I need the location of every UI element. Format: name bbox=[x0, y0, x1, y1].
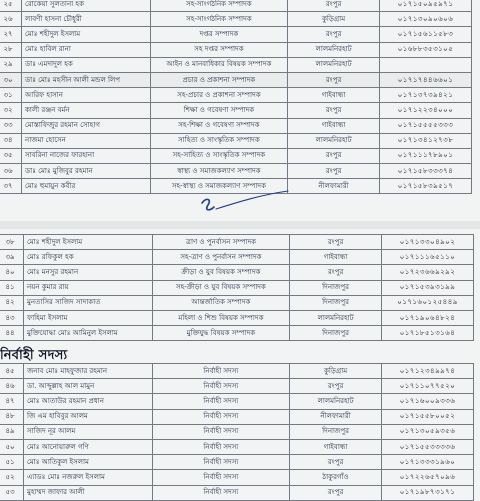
district-cell: রংপুর bbox=[288, 103, 380, 118]
district-cell: দিনাজপুর bbox=[290, 424, 382, 439]
position-cell: সাহিত্য ও সাংস্কৃতিক সম্পাদক bbox=[150, 133, 287, 148]
position-cell: মুক্তিযুদ্ধ বিষয়ক সম্পাদক bbox=[152, 326, 289, 341]
district-cell: রংপুর bbox=[288, 164, 380, 179]
position-cell: আইন ও মানবাধিকার বিষয়ক সম্পাদক bbox=[150, 57, 287, 72]
member-name-cell: মোঃ আতিকুল ইসলাম bbox=[24, 455, 153, 470]
serial-number-cell: ২৯ bbox=[0, 57, 22, 72]
table-row bbox=[0, 409, 474, 424]
district-cell: কুড়িগ্রাম bbox=[288, 12, 380, 27]
position-cell: প্রচার ও প্রকাশনা সম্পাদক bbox=[150, 72, 287, 87]
member-name-cell: মোঃ মনসুর রহমান bbox=[24, 265, 153, 280]
district-cell: লালমনিরহাট bbox=[288, 133, 380, 148]
table-row bbox=[0, 455, 474, 470]
table-row bbox=[0, 379, 474, 394]
position-cell: নির্বাহী সদস্য bbox=[152, 394, 289, 409]
position-cell: সহ-ত্রাণ ও পুনর্বাসন সম্পাদক bbox=[152, 250, 289, 265]
phone-number-cell: ০১৭১৭৪৪৬৬০১ bbox=[380, 72, 472, 87]
table-row bbox=[0, 439, 474, 454]
member-name-cell: ডা. আব্দুল্লাহ আল মামুন bbox=[24, 379, 153, 394]
district-cell: লালমনিরহাট bbox=[290, 310, 382, 325]
phone-number-cell: ০১৭১৫৫৫৫৩৩৩ bbox=[380, 118, 472, 133]
member-name-cell: ডাঃ এমদাদুল হক bbox=[22, 57, 151, 72]
phone-number-cell: ০১৬৮৮৩৫৩১০৫ bbox=[380, 42, 472, 57]
member-name-cell: মোঃ আনোয়ারুল গণি bbox=[24, 439, 153, 454]
position-cell: সহ-ক্রীড়া ও যুব বিষয়ক সম্পাদক bbox=[152, 280, 289, 295]
serial-number-cell: ৫০ bbox=[0, 439, 24, 454]
district-cell: রংপুর bbox=[290, 485, 382, 500]
serial-number-cell: ২৫ bbox=[0, 0, 22, 12]
table-row bbox=[0, 394, 474, 409]
phone-number-cell: ০১৭১১০৭৭৫২০ bbox=[382, 379, 474, 394]
district-cell: গাইবান্ধা bbox=[290, 250, 382, 265]
member-name-cell: মোস্তাফিজুর রহমান সোহাগ bbox=[22, 118, 151, 133]
phone-number-cell: ০১৭১৫৫৮০০৫২ bbox=[382, 409, 474, 424]
table-row bbox=[0, 88, 472, 103]
serial-number-cell: ৪২ bbox=[0, 295, 24, 310]
member-name-cell: সাবরিনা নাজের ফারহানা bbox=[22, 148, 151, 163]
serial-number-cell: ৩৭ bbox=[0, 179, 22, 194]
serial-number-cell: ৪৭ bbox=[0, 394, 24, 409]
serial-number-cell: ২৮ bbox=[0, 42, 22, 57]
district-cell: রংপুর bbox=[290, 265, 382, 280]
position-cell: সহ-প্রচার ও প্রকাশনা সম্পাদক bbox=[150, 88, 287, 103]
position-cell: সহ-সাংগঠনিক সম্পাদক bbox=[150, 0, 287, 12]
table-row bbox=[0, 326, 474, 341]
member-name-cell: মুনতাসির সাজিদ সাদাকাত bbox=[24, 295, 153, 310]
table-row bbox=[0, 42, 472, 57]
serial-number-cell: ৪৬ bbox=[0, 379, 24, 394]
table-row bbox=[0, 0, 472, 12]
position-cell: সহ দপ্তর সম্পাদক bbox=[150, 42, 287, 57]
serial-number-cell: ২৭ bbox=[0, 27, 22, 42]
district-cell: রংপুর bbox=[288, 27, 380, 42]
member-name-cell: সাজিদ নূর আলম bbox=[24, 424, 153, 439]
position-cell: নির্বাহী সদস্য bbox=[152, 485, 289, 500]
position-cell: আন্তর্জাতিক সম্পাদক bbox=[152, 295, 289, 310]
committee-table-top bbox=[0, 0, 472, 194]
district-cell: গাইবান্ধা bbox=[288, 118, 380, 133]
phone-number-cell: ০১৭১৬০১২৫৪৪৯ bbox=[382, 295, 474, 310]
member-name-cell: মোঃ শহীদুল ইসলাম bbox=[22, 27, 151, 42]
phone-number-cell: ০১৭১৫৫৩৩৩৩৬ bbox=[382, 439, 474, 454]
member-name-cell: এ্যাডঃ মোঃ নজরুল ইসলাম bbox=[24, 470, 153, 485]
member-name-cell: নয়ন কুমার রায় bbox=[24, 280, 153, 295]
table-row bbox=[0, 485, 474, 500]
member-name-cell: মোঃ হুমায়ুন কবীর bbox=[22, 179, 151, 194]
district-cell: রংপুর bbox=[288, 148, 380, 163]
district-cell: লালমনিরহাট bbox=[290, 394, 382, 409]
member-name-cell: রোকেয়া সুলতানা হক bbox=[22, 0, 151, 12]
position-cell: নির্বাহী সদস্য bbox=[152, 424, 289, 439]
member-name-cell: ডাঃ মোঃ মহসীন আলী মন্ডল লিপ bbox=[22, 72, 151, 87]
serial-number-cell: ৫৩ bbox=[0, 485, 24, 500]
table-row bbox=[0, 12, 472, 27]
phone-number-cell: ০১৭১৯৮৭৩১৭১ bbox=[382, 485, 474, 500]
table-row bbox=[0, 364, 474, 379]
member-name-cell: মোঃ শহীদুল ইসলাম bbox=[24, 235, 153, 250]
position-cell: শিক্ষা ও গবেষণা সম্পাদক bbox=[150, 103, 287, 118]
table-row bbox=[0, 148, 472, 163]
table-row bbox=[0, 295, 474, 310]
position-cell: নির্বাহী সদস্য bbox=[152, 409, 289, 424]
phone-number-cell: ০১৭১৬০০৯৩৩৬ bbox=[382, 394, 474, 409]
phone-number-cell bbox=[380, 57, 472, 72]
serial-number-cell: ৪৮ bbox=[0, 409, 24, 424]
position-cell: স্বাস্থ্য ও সমাজকল্যাণ সম্পাদক bbox=[150, 164, 287, 179]
position-cell: ক্রীড়া ও যুব বিষয়ক সম্পাদক bbox=[152, 265, 289, 280]
table-row bbox=[0, 235, 474, 250]
table-row bbox=[0, 470, 474, 485]
position-cell: মহিলা ও শিশু বিষয়ক সম্পাদক bbox=[152, 310, 289, 325]
table-row bbox=[0, 118, 472, 133]
position-cell: সহ-সাংগঠনিক সম্পাদক bbox=[150, 12, 287, 27]
district-cell: ঠাকুরগাঁও bbox=[290, 470, 382, 485]
member-name-cell: নাজমা হোসেন bbox=[22, 133, 151, 148]
position-cell: ত্রাণ ও পুনর্বাসন সম্পাদক bbox=[152, 235, 289, 250]
phone-number-cell: ০১৭১১১৭৮৯০১ bbox=[380, 148, 472, 163]
section-heading-executive-members: নির্বাহী সদস্য bbox=[0, 348, 68, 363]
member-name-cell: মুক্তিযোদ্ধা মোঃ আমিনুল ইসলাম bbox=[24, 326, 153, 341]
phone-number-cell: ০১৭১৫৩৯৩১৯৯ bbox=[382, 280, 474, 295]
district-cell: রংপুর bbox=[288, 0, 380, 12]
district-cell: রংপুর bbox=[290, 455, 382, 470]
serial-number-cell: ৪৯ bbox=[0, 424, 24, 439]
phone-number-cell: ০১৭১৩৭৩৯৪২১ bbox=[380, 88, 472, 103]
table-row bbox=[0, 310, 474, 325]
table-row bbox=[0, 133, 472, 148]
phone-number-cell: ০১৭১৩০৫৯৩৫৬ bbox=[382, 424, 474, 439]
phone-number-cell: ০১৭১৩৩৩১৯৬০ bbox=[382, 455, 474, 470]
member-name-cell: মোঃ আতাউর রহমান প্রধান bbox=[24, 394, 153, 409]
table-row bbox=[0, 280, 474, 295]
position-cell: সহ-শিক্ষা ও গবেষণা সম্পাদক bbox=[150, 118, 287, 133]
member-name-cell: ফাহিমা ইসলাম bbox=[24, 310, 153, 325]
district-cell: দিনাজপুর bbox=[290, 326, 382, 341]
member-name-cell: মুহাম্মদ জাফার আলী bbox=[24, 485, 153, 500]
serial-number-cell: ৪৫ bbox=[0, 364, 24, 379]
district-cell: লালমনিরহাট bbox=[288, 57, 380, 72]
table-row bbox=[0, 250, 474, 265]
serial-number-cell: ৪৪ bbox=[0, 326, 24, 341]
phone-number-cell: ০১৭১৮৫১৩১৬৪ bbox=[382, 326, 474, 341]
member-name-cell: কালী রঞ্জন বর্মন bbox=[22, 103, 151, 118]
district-cell: রংপুর bbox=[290, 235, 382, 250]
serial-number-cell: ৫২ bbox=[0, 470, 24, 485]
table-row bbox=[0, 72, 472, 87]
position-cell: সহ-সাহিত্য ও সাংস্কৃতিক সম্পাদক bbox=[150, 148, 287, 163]
table-row bbox=[0, 103, 472, 118]
district-cell: দিনাজপুর bbox=[290, 295, 382, 310]
signature-mark bbox=[190, 185, 300, 225]
phone-number-cell: ০১৭১৩৩০৪৯০২ bbox=[382, 235, 474, 250]
phone-number-cell: ০১৭১১১৬৫১১০ bbox=[382, 250, 474, 265]
serial-number-cell: ৩৫ bbox=[0, 148, 22, 163]
document-page-bottom bbox=[0, 229, 480, 497]
serial-number-cell: ২৬ bbox=[0, 12, 22, 27]
serial-number-cell: ৩১ bbox=[0, 88, 22, 103]
district-cell: নীলফামারী bbox=[290, 409, 382, 424]
district-cell: রংপুর bbox=[288, 72, 380, 87]
member-name-cell: আরিফ হাসান bbox=[22, 88, 151, 103]
phone-number-cell: ০১৭১৩০৯০৬০৬ bbox=[380, 12, 472, 27]
phone-number-cell: ০১৭১৫৮৩৩৩৭৪ bbox=[380, 164, 472, 179]
page-gap bbox=[0, 221, 480, 229]
table-row bbox=[0, 265, 474, 280]
position-cell: নির্বাহী সদস্য bbox=[152, 364, 289, 379]
district-cell: লালমনিরহাট bbox=[288, 42, 380, 57]
serial-number-cell: ৩৩ bbox=[0, 118, 22, 133]
serial-number-cell: ৪০ bbox=[0, 265, 24, 280]
serial-number-cell: ৪৩ bbox=[0, 310, 24, 325]
district-cell: গাইবান্ধা bbox=[288, 88, 380, 103]
district-cell: দিনাজপুর bbox=[290, 280, 382, 295]
position-cell: নির্বাহী সদস্য bbox=[152, 455, 289, 470]
document-page-top bbox=[0, 0, 480, 221]
phone-number-cell: ০১৭২২৬৫৭০৯৬ bbox=[382, 470, 474, 485]
position-cell: সহ-স্বাস্থ্য ও সমাজকল্যাণ সম্পাদক bbox=[150, 179, 287, 194]
serial-number-cell: ৪১ bbox=[0, 280, 24, 295]
position-cell: দপ্তর সম্পাদক bbox=[150, 27, 287, 42]
district-cell: গাইবান্ধা bbox=[290, 439, 382, 454]
table-row bbox=[0, 164, 472, 179]
table-row bbox=[0, 57, 472, 72]
member-name-cell: মোঃ রফিকুল হক bbox=[24, 250, 153, 265]
serial-number-cell: ৩৬ bbox=[0, 164, 22, 179]
phone-number-cell: ০১৭১৩৪১২৭৩৮ bbox=[380, 133, 472, 148]
district-cell: রংপুর bbox=[290, 379, 382, 394]
member-name-cell: লাবণী হাসনা চৌধুরী bbox=[22, 12, 151, 27]
phone-number-cell: ০১৭২৩৬৬৯২৯২ bbox=[382, 265, 474, 280]
phone-number-cell: ০১৭১৫৬১১৫৮৩ bbox=[380, 27, 472, 42]
position-cell: নির্বাহী সদস্য bbox=[152, 379, 289, 394]
phone-number-cell: ০১৭১৫০৯৫৯৭১ bbox=[380, 0, 472, 12]
serial-number-cell: ৩৪ bbox=[0, 133, 22, 148]
district-cell: নীলফামারী bbox=[288, 179, 380, 194]
phone-number-cell: ০১৭১২২৩৪০০০ bbox=[380, 103, 472, 118]
serial-number-cell: ৩২ bbox=[0, 103, 22, 118]
table-row bbox=[0, 424, 474, 439]
table-row bbox=[0, 27, 472, 42]
member-name-cell: মোঃ হাবিল রানা bbox=[22, 42, 151, 57]
position-cell: নির্বাহী সদস্য bbox=[152, 470, 289, 485]
member-name-cell: জনাব মোঃ মাহফুজার রহমান bbox=[24, 364, 153, 379]
committee-table-bottom bbox=[0, 234, 474, 341]
position-cell: নির্বাহী সদস্য bbox=[152, 439, 289, 454]
phone-number-cell: ০১৭১৫৮৩৯৫১৭ bbox=[380, 179, 472, 194]
serial-number-cell: ৩৯ bbox=[0, 250, 24, 265]
phone-number-cell: ০১৭১২৩৪৯৯৭৪ bbox=[382, 364, 474, 379]
executive-members-table bbox=[0, 363, 474, 501]
member-name-cell: ডাঃ মোঃ মুজিবুর রহমান bbox=[22, 164, 151, 179]
serial-number-cell: ৩০ bbox=[0, 72, 22, 87]
serial-number-cell: ৩৮ bbox=[0, 235, 24, 250]
serial-number-cell: ৫১ bbox=[0, 455, 24, 470]
phone-number-cell: ০১৭১৯০৬৪৮২৪ bbox=[382, 310, 474, 325]
member-name-cell: জি এম হাবিবুর আলম bbox=[24, 409, 153, 424]
district-cell: কুড়িগ্রাম bbox=[290, 364, 382, 379]
